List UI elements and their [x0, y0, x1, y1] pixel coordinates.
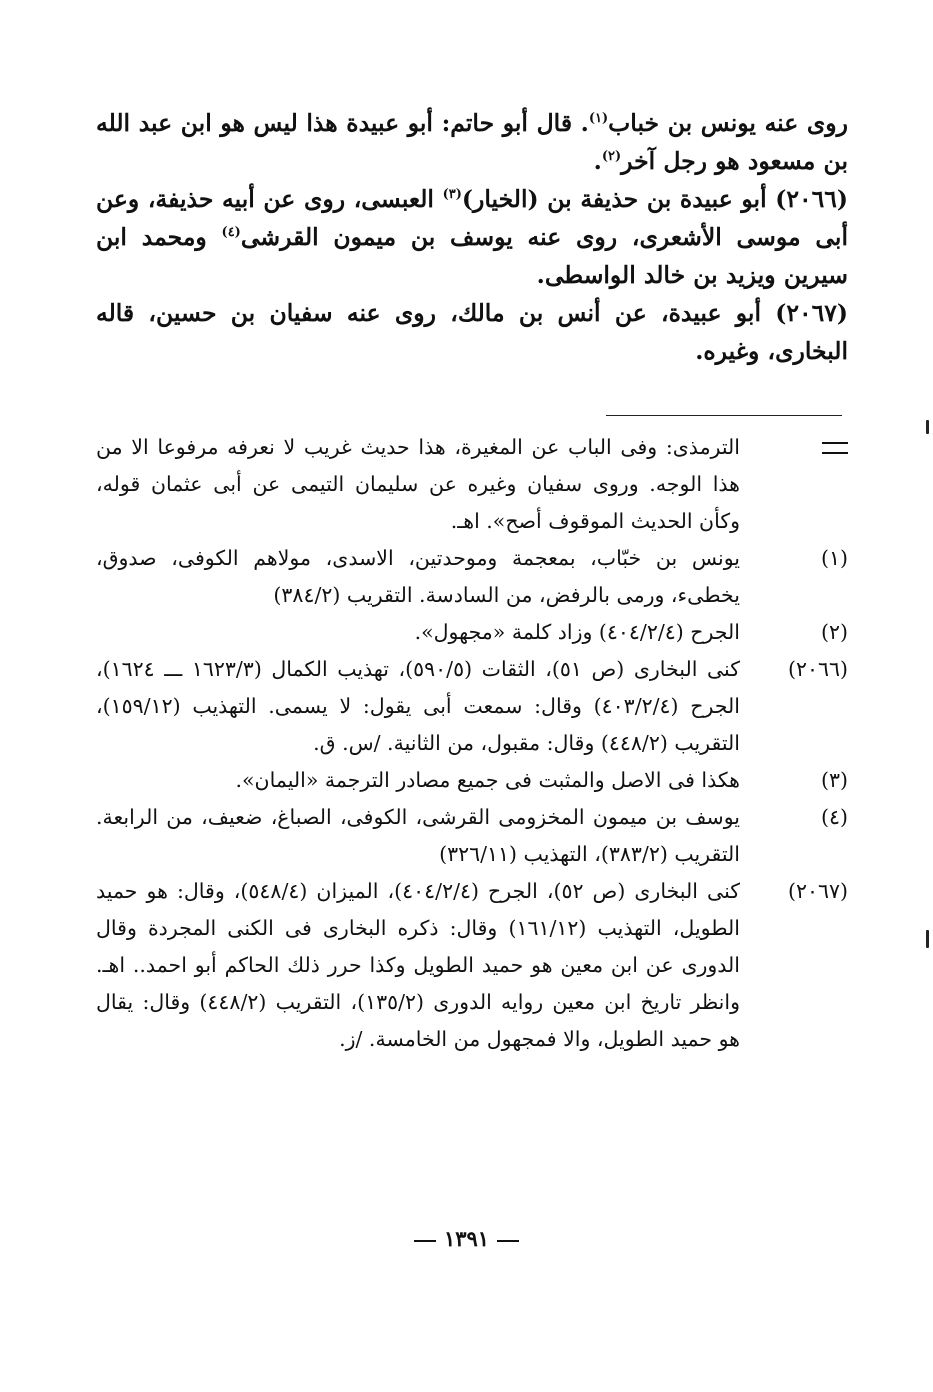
footnote-text: يوسف بن ميمون المخزومى القرشى، الكوفى، الصباغ، ضعيف، من الرابعة. التقريب (٣٨٣/٢)، التهذيب (٣٢٦/١١)	[96, 805, 740, 866]
footnote-number: (٣)	[820, 768, 848, 792]
paragraph-1	[96, 104, 848, 180]
footnote-3	[96, 762, 848, 799]
footnote-ref-4[interactable]: (٤)	[221, 225, 241, 241]
footnote-text: الترمذى: وفى الباب عن المغيرة، هذا حديث غريب لا نعرفه مرفوعا الا من هذا الوجه. وروى سفيان وغيره عن سليمان التيمى عن أبى عثمان قوله، وكأن الحديث الموقوف أصح». اهـ.	[96, 435, 740, 533]
text-run: (٢٠٦٦) أبو عبيدة بن حذيفة بن (الخيار)	[461, 185, 849, 213]
page-number-value: ١٣٩١	[443, 1226, 490, 1251]
continuation-mark	[740, 429, 848, 540]
footnote-2	[96, 614, 848, 651]
dash-right	[414, 1240, 436, 1242]
footnote-number: (٢٠٦٦)	[787, 657, 848, 681]
footnote-text: الجرح (٤٠٤/٢/٤) وزاد كلمة «مجهول».	[414, 620, 740, 644]
text-run: .	[593, 147, 602, 175]
footnote-number: (٤)	[820, 805, 848, 829]
text-run: ومحمد ابن سيرين ويزيد بن خالد الواسطى.	[96, 223, 848, 289]
entry-2067	[96, 294, 848, 370]
footnote-number: (٢٠٦٧)	[787, 879, 848, 903]
footnote-ref-3[interactable]: (٣)	[442, 187, 462, 203]
footnote-2066	[96, 651, 848, 762]
footnote-text: كنى البخارى (ص ٥١)، الثقات (٥٩٠/٥)، تهذيب الكمال (١٦٢٣/٣ ـــ ١٦٢٤)، الجرح (٤٠٣/٢/٤) وقال: سمعت أبى يقول: لا يسمى. التهذيب (١٥٩/١٢)، التقريب (٤٤٨/٢) وقال: مقبول، من الثانية. /س. ق.	[96, 657, 740, 755]
footnotes	[96, 429, 848, 1058]
footnote-ref-1[interactable]: (١)	[588, 111, 609, 127]
text-run: . قال أبو حاتم: أبو عبيدة هذا ليس هو ابن عبد الله بن مسعود هو رجل آخر	[96, 109, 848, 175]
footnote-number: (٢)	[820, 620, 848, 644]
footnote-number: (١)	[820, 546, 848, 570]
footnote-1	[96, 540, 848, 614]
scan-mark	[926, 930, 929, 948]
footnote-ref-2[interactable]: (٢)	[601, 149, 622, 165]
text-run: (٢٠٦٧) أبو عبيدة، عن أنس بن مالك، روى عنه سفيان بن حسين، قاله البخارى، وغيره.	[96, 299, 848, 365]
footnote-text: يونس بن خبّاب، بمعجمة وموحدتين، الاسدى، مولاهم الكوفى، صدوق، يخطىء، ورمى بالرفض، من السادسة. التقريب (٣٨٤/٢)	[96, 546, 740, 607]
text-run: العبسى، روى عن أبيه حذيفة، وعن أبى موسى الأشعرى، روى عنه يوسف بن ميمون القرشى	[96, 185, 848, 251]
footnote-2067	[96, 873, 848, 1058]
footnote-text: كنى البخارى (ص ٥٢)، الجرح (٤٠٤/٢/٤)، الميزان (٥٤٨/٤)، وقال: هو حميد الطويل، التهذيب (١٦١/١٢) وقال: ذكره البخارى فى الكنى المجردة وقال الدورى عن ابن معين هو حميد الطويل وكذا حرر ذلك الحاكم أبو احمد.. اهـ. وانظر تاريخ ابن معين روايه الدورى (١٣٥/٢)، التقريب (٤٤٨/٢) وقال: يقال هو حميد الطويل، والا فمجهول من الخامسة. /ز.	[96, 879, 741, 1051]
main-text	[96, 104, 848, 370]
footnote-continued	[96, 429, 848, 540]
footnote-separator	[606, 415, 842, 416]
footnote-4	[96, 799, 848, 873]
footnote-text: هكذا فى الاصل والمثبت فى جميع مصادر الترجمة «اليمان».	[235, 768, 740, 792]
dash-left	[497, 1240, 519, 1242]
entry-2066	[96, 180, 848, 294]
equals-icon	[822, 442, 848, 454]
text-run: روى عنه يونس بن خباب	[608, 109, 849, 137]
page-number	[0, 1226, 933, 1251]
scan-mark	[926, 420, 929, 434]
